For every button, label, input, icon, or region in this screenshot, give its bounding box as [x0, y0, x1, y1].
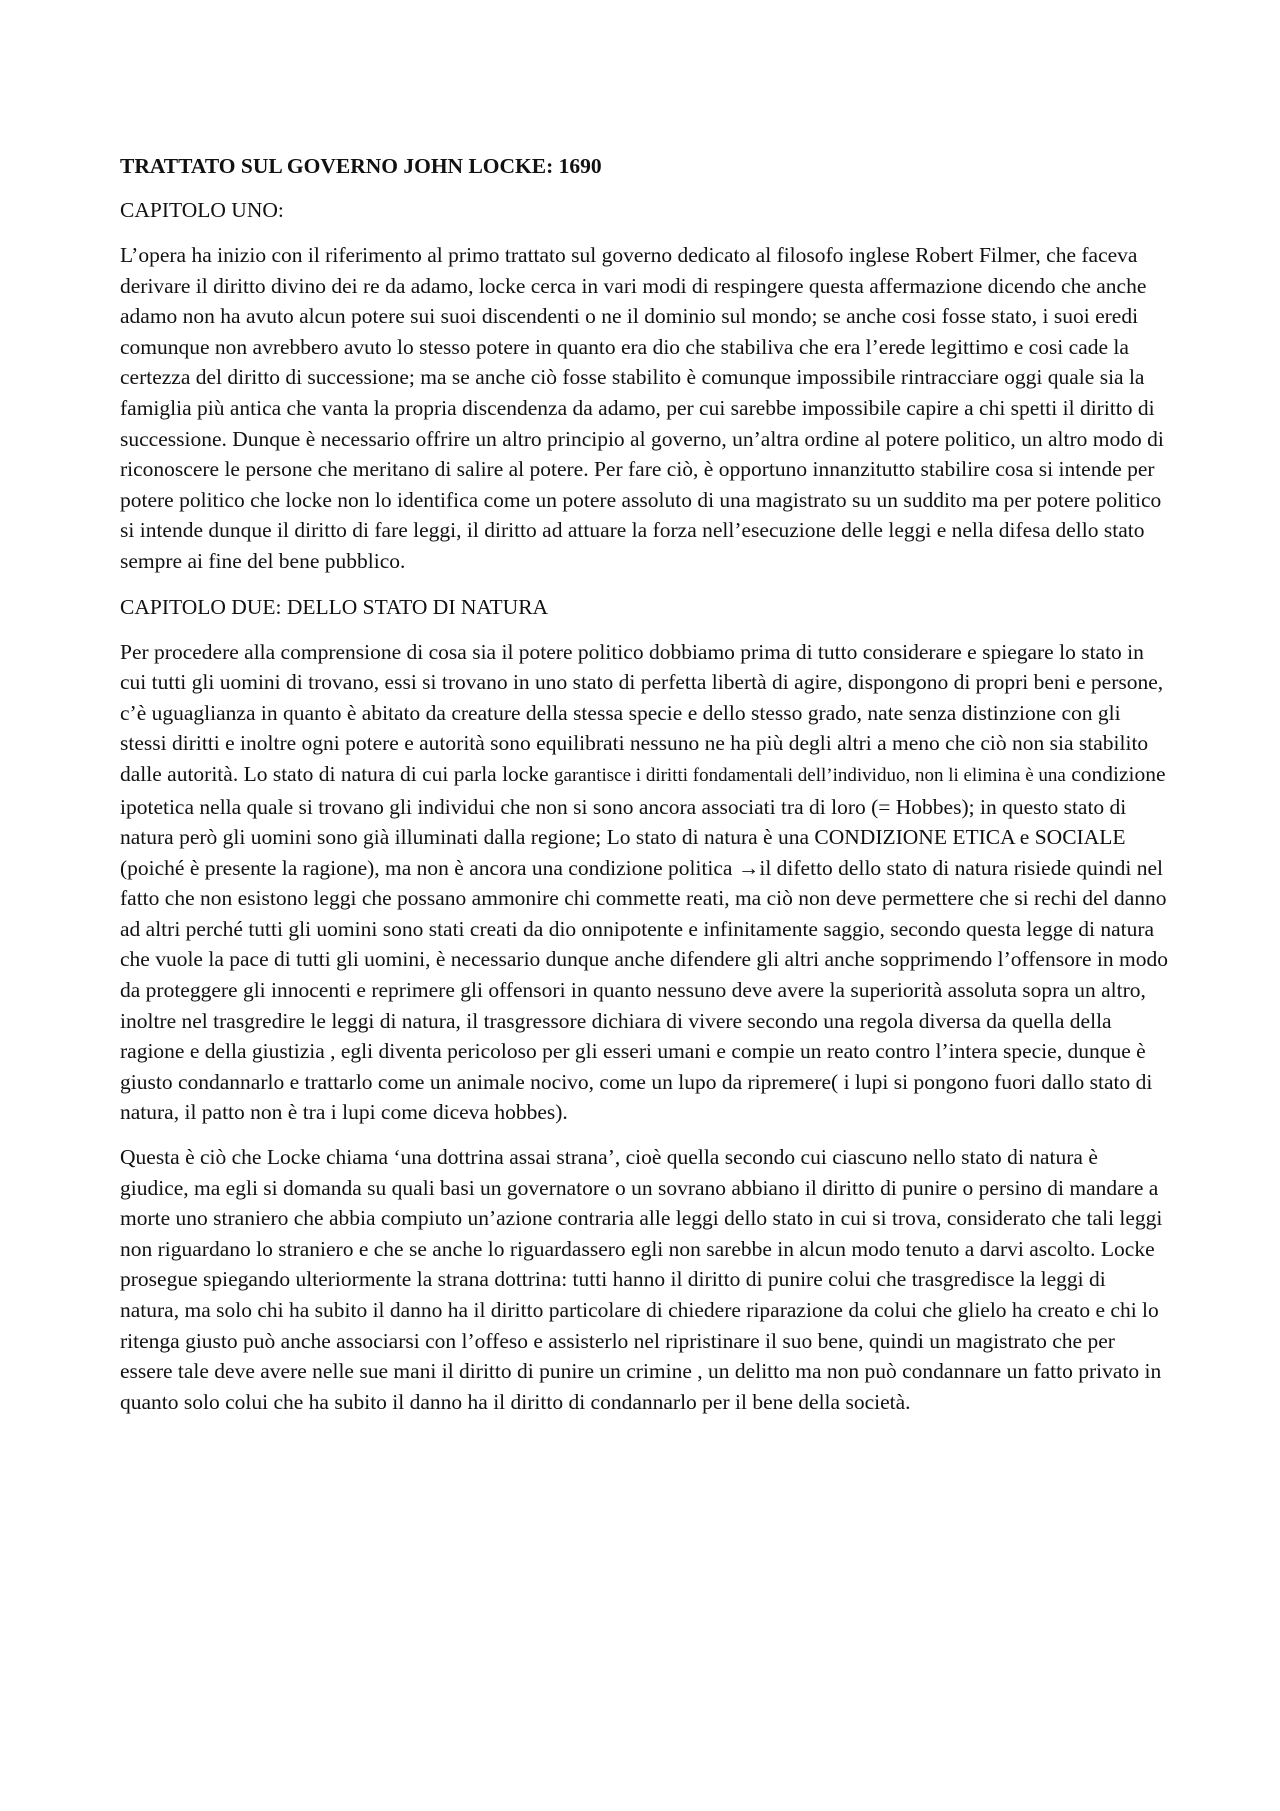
document-page: [120, 150, 1170, 1431]
document-title: TRATTATO SUL GOVERNO JOHN LOCKE: 1690: [120, 154, 602, 178]
chapter-two-paragraph-1-part-b: garantisce i diritti fondamentali dell’individuo, non li elimina è una: [554, 764, 1066, 786]
chapter-one-heading: CAPITOLO UNO:: [120, 198, 284, 222]
chapter-two-paragraph-1-part-c: condizione ipotetica nella quale si trovano gli individui che non si sono ancora associati tra di loro (= Hobbes); in questo stato di natura però gli uomini sono già illuminati dalla regione; Lo stato di natura è una CONDIZIONE ETICA e SOCIALE (poiché è presente la ragione), ma non è ancora una condizione politica →il difetto dello stato di natura risiede quindi nel fatto che non esistono leggi che possano ammonire chi commette reati, ma ciò non deve permettere che si rechi del danno ad altri perché tutti gli uomini sono stati creati da dio onnipotente e infinitamente saggio, secondo questa legge di natura che vuole la pace di tutti gli uomini, è necessario dunque anche difendere gli altri anche sopprimendo l’offensore in modo da proteggere gli innocenti e reprimere gli offensori in quanto nessuno deve avere la superiorità assoluta sopra un altro, inoltre nel trasgredire le leggi di natura, il trasgressore dichiara di vivere secondo una regola diversa da quella della ragione e della giustizia , egli diventa pericoloso per gli esseri umani e compie un reato contro l’intera specie, dunque è giusto condannarlo e trattarlo come un animale nocivo, come un lupo da ripremere( i lupi si pongono fuori dallo stato di natura, il patto non è tra i lupi come diceva hobbes).: [120, 761, 1168, 1125]
chapter-one-paragraph: L’opera ha inizio con il riferimento al primo trattato sul governo dedicato al filosofo inglese Robert Filmer, che faceva derivare il diritto divino dei re da adamo, locke cerca in vari modi di respingere questa affermazione dicendo che anche adamo non ha avuto alcun potere sui suoi discendenti o ne il dominio sul mondo; se anche cosi fosse stato, i suoi eredi comunque non avrebbero avuto lo stesso potere in quanto era dio che stabiliva che era l’erede legittimo e cosi cade la certezza del diritto di successione; ma se anche ciò fosse stabilito è comunque impossibile rintracciare oggi quale sia la famiglia più antica che vanta la propria discendenza da adamo, per cui sarebbe impossibile capire a chi spetti il diritto di successione. Dunque è necessario offrire un altro principio al governo, un’altra ordine al potere politico, un altro modo di riconoscere le persone che meritano di salire al potere. Per fare ciò, è opportuno innanzitutto stabilire cosa si intende per potere politico che locke non lo identifica come un potere assoluto di una magistrato su un suddito ma per potere politico si intende dunque il diritto di fare leggi, il diritto ad attuare la forza nell’esecuzione delle leggi e nella difesa dello stato sempre ai fine del bene pubblico.: [120, 243, 1164, 573]
chapter-two-paragraph-1-part-a: Per procedere alla comprensione di cosa sia il potere politico dobbiamo prima di tutto considerare e spiegare lo stato in cui tutti gli uomini di trovano, essi si trovano in uno stato di perfetta libertà di agire, dispongono di propri beni e persone, c’è uguaglianza in quanto è abitato da creature della stessa specie e dello stesso grado, nate senza distinzione con gli stessi diritti e inoltre ogni potere e autorità sono equilibrati nessuno ne ha più degli altri a meno che ciò non sia stabilito dalle autorità. Lo stato di natura di cui parla locke: [120, 639, 1164, 786]
chapter-two-paragraph-2: Questa è ciò che Locke chiama ‘una dottrina assai strana’, cioè quella secondo cui ciascuno nello stato di natura è giudice, ma egli si domanda su quali basi un governatore o un sovrano abbiano il diritto di punire o persino di mandare a morte uno straniero che abbia compiuto un’azione contraria alle leggi dello stato in cui si trova, considerato che tali leggi non riguardano lo straniero e che se anche lo riguardassero egli non sarebbe in alcun modo tenuto a darvi ascolto. Locke prosegue spiegando ulteriormente la strana dottrina: tutti hanno il diritto di punire colui che trasgredisce la leggi di natura, ma solo chi ha subito il danno ha il diritto particolare di chiedere riparazione da colui che glielo ha creato e chi lo ritenga giusto può anche associarsi con l’offeso e assisterlo nel ripristinare il suo bene, quindi un magistrato che per essere tale deve avere nelle sue mani il diritto di punire un crimine , un delitto ma non può condannare un fatto privato in quanto solo colui che ha subito il danno ha il diritto di condannarlo per il bene della società.: [120, 1145, 1163, 1414]
chapter-two-paragraph-1: [120, 637, 1170, 1129]
chapter-two-heading: CAPITOLO DUE: DELLO STATO DI NATURA: [120, 594, 549, 619]
